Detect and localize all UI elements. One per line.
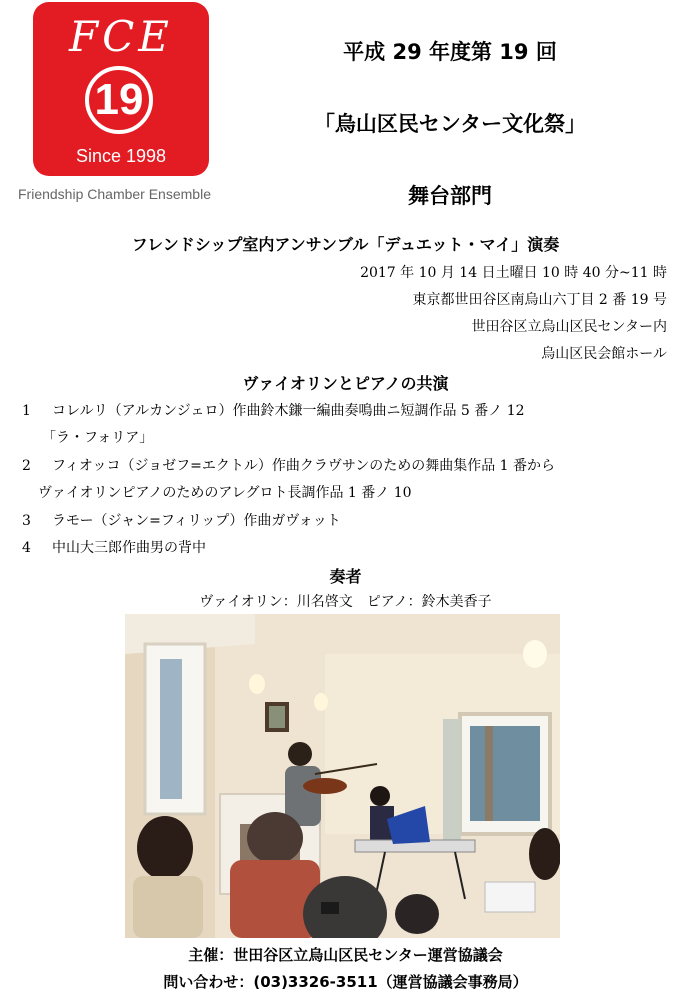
- players-heading: 奏者: [329, 567, 362, 586]
- program-item-number: 3: [22, 513, 31, 529]
- program-item-2: [22, 455, 555, 475]
- program-item-text: ラモー（ジャン=フィリップ）作曲ガヴォット: [52, 513, 341, 529]
- header-stage-division: 舞台部門: [408, 184, 492, 208]
- program-item-1-subtitle: 「ラ・フォリア」: [42, 430, 154, 446]
- footer-contact: 問い合わせ：(03)3326-3511（運営協議会事務局）: [163, 973, 528, 991]
- logo-number-ring: [85, 66, 153, 134]
- header-year-line: 平成 29 年度第 19 回: [343, 40, 557, 64]
- header-festival-title: 「烏山区民センター文化祭」: [313, 112, 587, 136]
- players-line: ヴァイオリン：川名啓文 ピアノ：鈴木美香子: [199, 594, 492, 610]
- program-item-text: フィオッコ（ジョゼフ=エクトル）作曲クラヴサンのための舞曲集作品 1 番から: [52, 458, 556, 474]
- program-item-number: 1: [22, 403, 31, 419]
- performance-venue-2: 烏山区民会館ホール: [541, 346, 667, 362]
- performance-address: 東京都世田谷区南烏山六丁目 2 番 19 号: [412, 292, 667, 308]
- program-item-2-subtitle: ヴァイオリンピアノのためのアレグロト長調作品 1 番ノ 10: [38, 485, 412, 501]
- program-item-4: [22, 537, 206, 557]
- program-item-3: [22, 510, 341, 530]
- concert-photo: [125, 614, 560, 938]
- logo-brand: FCE: [69, 12, 173, 61]
- program-item-1: [22, 400, 525, 420]
- program-item-text: コレルリ（アルカンジェロ）作曲鈴木鎌一編曲奏鳴曲ニ短調作品 5 番ノ 12: [52, 403, 525, 419]
- fce-logo: [33, 2, 209, 176]
- performance-title: フレンドシップ室内アンサンブル「デュエット・マイ」演奏: [131, 235, 560, 254]
- program-item-number: 4: [22, 540, 31, 556]
- logo-caption: Friendship Chamber Ensemble: [18, 186, 211, 202]
- footer-host: 主催：世田谷区立烏山区民センター運営協議会: [188, 946, 503, 964]
- logo-number: 19: [94, 75, 144, 124]
- performance-venue-1: 世田谷区立烏山区民センター内: [471, 319, 667, 335]
- program-heading: ヴァイオリンとピアノの共演: [242, 374, 449, 393]
- program-item-text: 中山大三郎作曲男の背中: [52, 540, 206, 556]
- program-item-number: 2: [22, 458, 31, 474]
- performance-datetime: 2017 年 10 月 14 日土曜日 10 時 40 分~11 時: [360, 265, 667, 281]
- logo-since: Since 1998: [75, 146, 167, 166]
